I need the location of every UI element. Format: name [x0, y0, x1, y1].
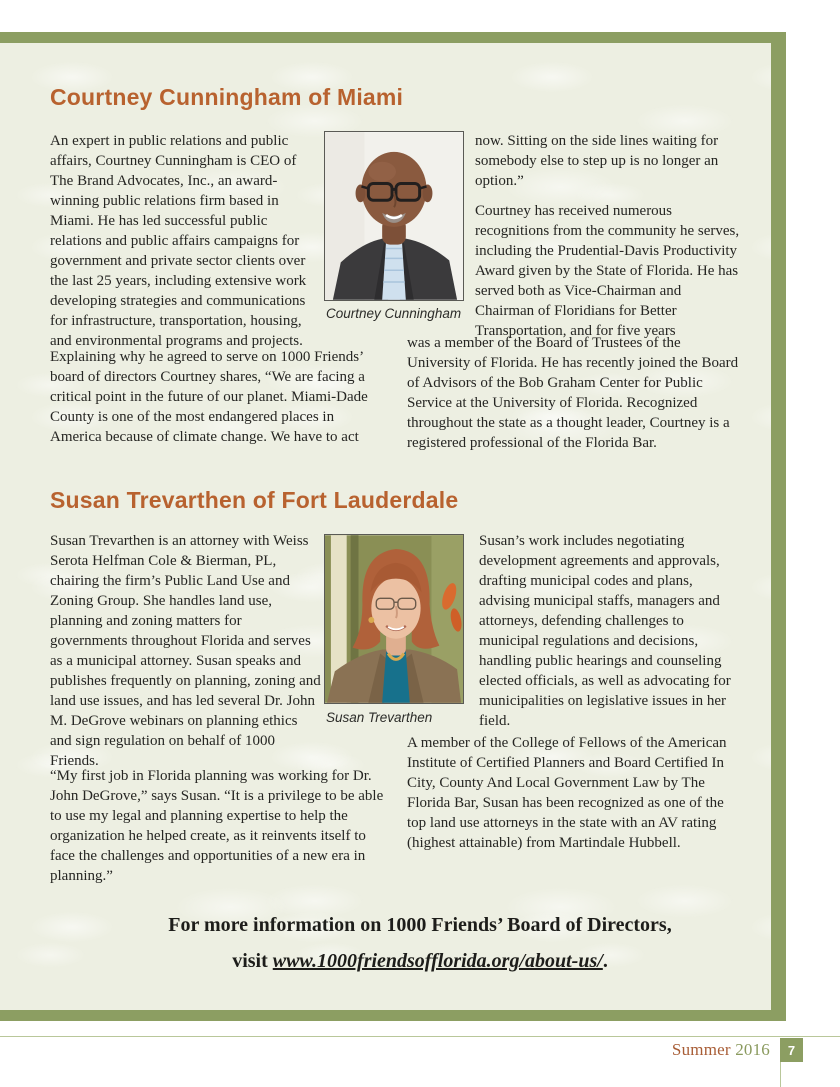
courtney-continuation-paragraph: was a member of the Board of Trustees of the University of Florida. He has recently joined the Board of Advisors of the Bob Graham Center for Public Service at the University of Florida. Recognized throughout the state as a thought leader, Courtney is a registered professional of the Florida Bar. — [407, 335, 739, 451]
susan-left-paragraph-1: Susan Trevarthen is an attorney with Weiss Serota Helfman Cole & Bierman, PL, chairing the firm’s Public Land Use and Zoning Group. She handles land use, planning and zoning matters for governments throughout Florida and serves as a municipal attorney. Susan speaks and publishes frequently on planning, zoning and land use issues, and has led several Dr. John M. DeGrove webinars on planning ethics and sign regulation on behalf of 1000 Friends. — [50, 533, 321, 769]
page-number-badge: 7 — [780, 1038, 803, 1062]
cta-block — [20, 914, 820, 973]
footer-rule — [0, 1036, 840, 1037]
courtney-right-column — [475, 131, 743, 341]
courtney-portrait-illustration — [325, 132, 463, 300]
courtney-photo — [324, 131, 464, 301]
cta-url-link[interactable]: www.1000friendsofflorida.org/about-us/ — [272, 950, 603, 972]
courtney-left-paragraph-1: An expert in public relations and public affairs, Courtney Cunningham is CEO of The Brand Advocates, Inc., an award-winning public relations firm based in Miami. He has led successful public relations and public affairs campaigns for government and private sector clients over the last 25 years, including extensive work developing strategies and communications for infrastructure, transportation, housing, and environmental programs and projects. — [50, 133, 307, 349]
cta-visit-label: visit — [232, 950, 273, 972]
courtney-left-paragraph-2: Explaining why he agreed to serve on 1000 Friends’ board of directors Courtney shares, “We are facing a critical point in the future of our planet. Miami-Dade County is one of the most endangered places in America because of climate change. We have to act — [50, 349, 368, 445]
footer-issue-date — [672, 1040, 770, 1060]
courtney-right-paragraph-1: now. Sitting on the side lines waiting for somebody else to step up is no longer an option.” — [475, 133, 719, 189]
courtney-photo-caption: Courtney Cunningham — [326, 306, 462, 321]
susan-left-paragraph-2: “My first job in Florida planning was working for Dr. John DeGrove,” says Susan. “It is a privilege to be able to use my legal and planning expertise to help the organization he helped create, as it reinvents itself to face the challenges and opportunities of a new era in planning.” — [50, 768, 384, 884]
susan-right-paragraph-1: Susan’s work includes negotiating development agreements and approvals, drafting municipal codes and plans, advising municipal staffs, managers and attorneys, defending challenges to municipal regulations and decisions, handling public hearings and counseling elected officials, as well as advocating for municipalities on legislative issues in her field. — [479, 533, 731, 729]
frame-bottom-bar — [0, 1010, 786, 1021]
frame-right-bar — [771, 32, 786, 1021]
susan-photo — [324, 534, 464, 704]
cta-line-2 — [20, 950, 820, 973]
cta-line-1: For more information on 1000 Friends’ Board of Directors, — [168, 914, 672, 936]
section-heading-courtney: Courtney Cunningham of Miami — [50, 84, 404, 110]
footer-season: Summer — [671, 1040, 731, 1059]
cta-period: . — [602, 950, 608, 972]
footer-year: 2016 — [735, 1040, 770, 1059]
frame-top-bar — [0, 32, 786, 43]
section-heading-susan: Susan Trevarthen of Fort Lauderdale — [50, 487, 459, 513]
footer-vertical-rule — [780, 1062, 781, 1087]
susan-photo-caption: Susan Trevarthen — [326, 710, 433, 725]
susan-continuation-paragraph: A member of the College of Fellows of the American Institute of Certified Planners and Board Certified In City, County And Local Government Law by The Florida Bar, Susan has been recognized as one of the top land use attorneys in the state with an AV rating (highest attainable) from Martindale Hubbell. — [407, 735, 727, 851]
courtney-right-paragraph-2: Courtney has received numerous recognitions from the community he serves, including the Prudential-Davis Productivity Award given by the State of Florida. He has served both as Vice-Chairman and Chairman of Floridians for Better Transportation, and for five years — [475, 203, 740, 339]
susan-portrait-illustration — [325, 535, 463, 703]
